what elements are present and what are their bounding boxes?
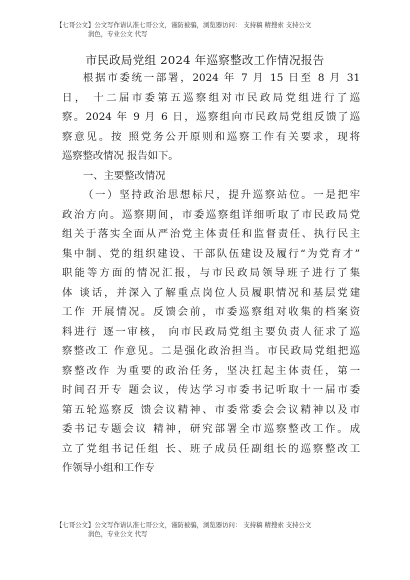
text-line: 职能等方面的情况汇报，与市民政局领导班子进行了集 [62, 267, 360, 279]
text-line: 察意见。按 照党务公开原则和巡察工作有关要求，现将 [62, 130, 360, 143]
text-line: 根据市委统一部署，2024 年 7 月 15 日至 8 月 31 [83, 72, 360, 84]
text-line: （一）坚持政治思想标尺，提升巡察站位。一是把牢 [83, 189, 360, 201]
text-line: 组关于落实全面从严治党主体责任和监督责任、执行民主 [62, 228, 360, 240]
text-line: 时间召开专 题会议，传达学习市委书记听取十一届市委 [62, 384, 360, 396]
text-line: 一、主要整改情况 [83, 169, 166, 182]
watermark-banner-top [56, 21, 356, 39]
text-line: 作领导小组和工作专 [62, 462, 155, 474]
text-line: 政治方向。巡察期间，市委巡察组详细听取了市民政局党 [62, 208, 360, 221]
watermark-banner-bottom [56, 521, 356, 539]
section-heading [62, 167, 360, 187]
text-line: 立了党组书记任组 长、班子成员任副组长的巡察整改工 [62, 442, 360, 455]
document-title: 市民政局党组 2024 年巡察整改工作情况报告 [85, 53, 325, 67]
text-line: 第五轮巡察反 馈会议精神、市委常委会会议精神以及市 [62, 403, 360, 416]
banner-line: 【七哥公文】公文写作请认准七哥公文，谨防被骗，浏览器访问： 支持稿 精搜索 支持公文 [56, 521, 312, 529]
text-line: 工作 开展情况。反馈会前，市委巡察组对收集的档案资 [62, 306, 360, 318]
text-line: 集中制、党的组织建设、干部队伍建设及履行“为党育才” [62, 247, 360, 260]
section-paragraph [62, 186, 360, 479]
text-line: 委书记专题会议 精神，研究部署全市巡察整改工作。成 [62, 423, 360, 435]
text-line: 察整改工 作意见。二是强化政治担当。市民政局党组把巡 [62, 345, 360, 357]
intro-paragraph [62, 69, 360, 167]
text-line: 察整改作 为重要的政治任务，坚决扛起主体责任，第一 [62, 364, 360, 377]
banner-line: 【七哥公文】公文写作请认准七哥公文，谨防被骗，浏览器访问： 支持稿 精搜索 支持公文 [56, 21, 312, 29]
banner-line: 润色，专业公文 代写 [88, 30, 148, 38]
text-line: 察。2024 年 9 月 6 日，巡察组向市民政局党组反馈了巡 [62, 111, 360, 123]
text-line: 料进行 逐一审核， 向市民政局党组主要负责人征求了巡 [62, 325, 360, 338]
text-line: 体 谈话，并深入了解重点岗位人员履职情况和基层党建 [62, 286, 360, 299]
document-body [62, 69, 360, 479]
text-line: 巡察整改情况 报告如下。 [62, 150, 179, 162]
banner-line: 润色，专业公文 代写 [88, 530, 148, 538]
text-line: 日， 十二届市委第五巡察组对市民政局党组进行了巡 [62, 91, 360, 104]
